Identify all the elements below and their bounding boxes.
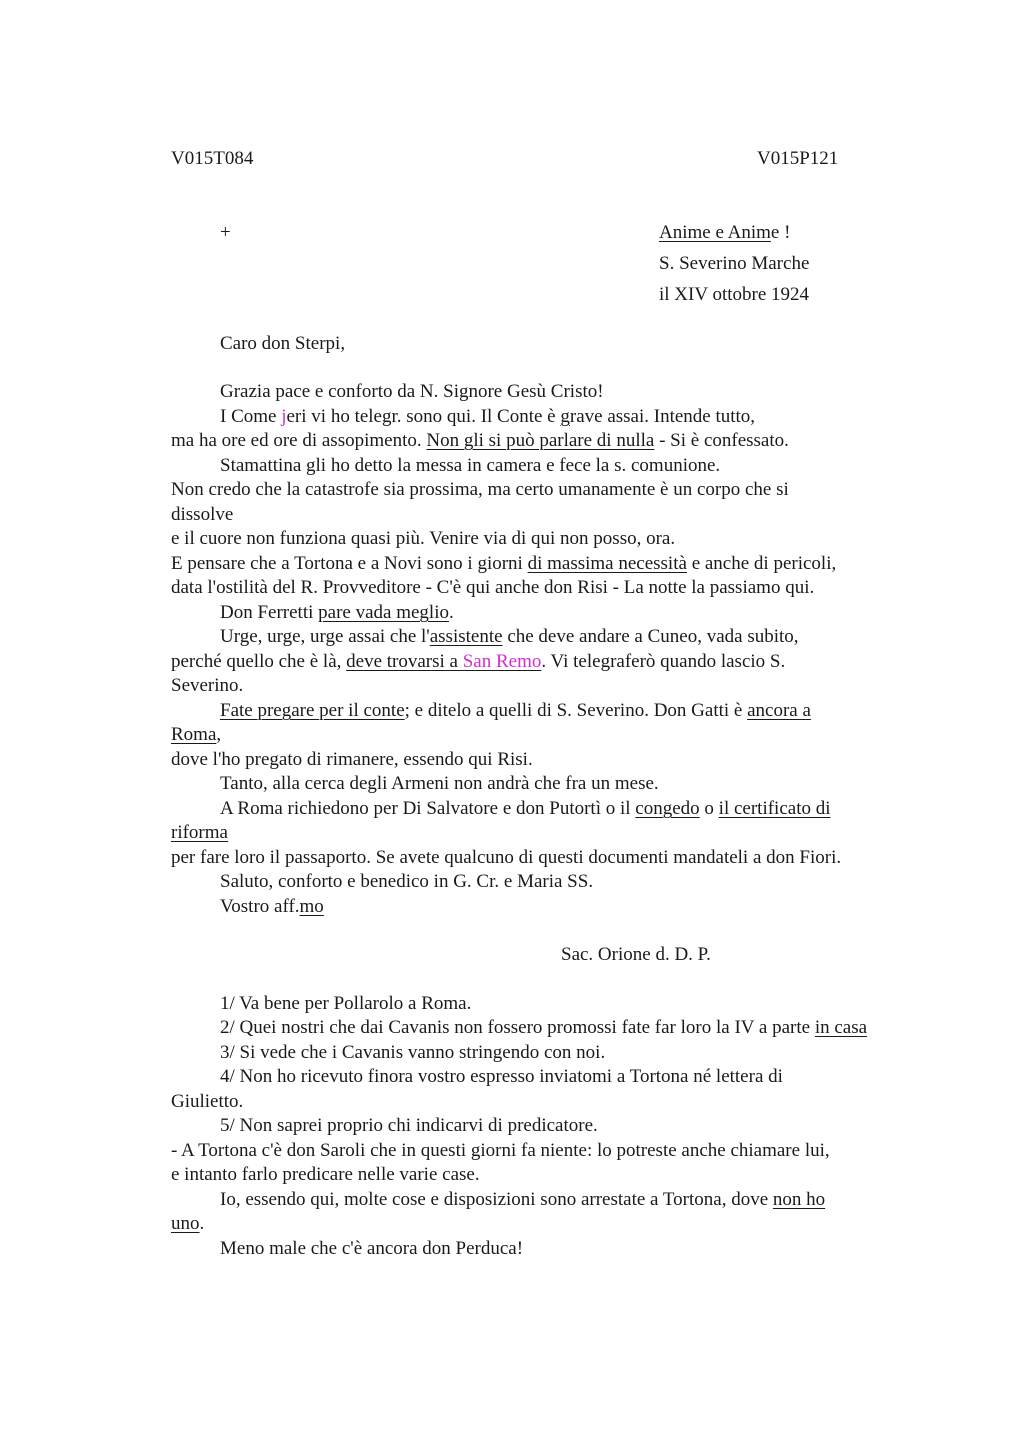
body-line: A Roma richiedono per Di Salvatore e don Putortì o il congedo o il certificato di	[220, 798, 831, 819]
postscript-line: Io, essendo qui, molte cose e disposizioni sono arrestate a Tortona, dove non ho	[220, 1189, 826, 1210]
body-line: Severino.	[171, 675, 244, 696]
motto-underlined: Anime e Anim	[659, 222, 771, 243]
body-line: ma ha ore ed ore di assopimento. Non gli si può parlare di nulla - Si è confessato.	[171, 430, 789, 451]
postscript-item: 1/ Va bene per Pollarolo a Roma.	[220, 993, 472, 1014]
body-line: Tanto, alla cerca degli Armeni non andrà che fra un mese.	[220, 773, 659, 794]
date-line: il XIV ottobre 1924	[659, 284, 810, 305]
underlined-phrase: non ho	[772, 1189, 826, 1210]
postscript-line: uno.	[171, 1213, 205, 1234]
postscript-line: Meno male che c'è ancora don Perduca!	[220, 1238, 524, 1259]
body-line: I Come jeri vi ho telegr. sono qui. Il Conte è grave assai. Intende tutto,	[220, 406, 756, 427]
body-line: e il cuore non funziona quasi più. Venire via di qui non posso, ora.	[171, 528, 676, 549]
cross-symbol: +	[220, 222, 231, 243]
postscript-line: Giulietto.	[171, 1091, 244, 1112]
postscript-line: - A Tortona c'è don Saroli che in questi giorni fa niente: lo potreste anche chiamare lui,	[171, 1140, 830, 1161]
underlined-phrase: di massima necessità	[527, 553, 687, 574]
document-code-left: V015T084	[171, 148, 254, 169]
document-code-right: V015P121	[757, 148, 839, 169]
underlined-phrase: pare vada meglio	[318, 602, 449, 623]
place-line: S. Severino Marche	[659, 253, 810, 274]
highlighted-place-name: San Remo	[462, 651, 542, 672]
postscript-item: 5/ Non saprei proprio chi indicarvi di predicatore.	[220, 1115, 598, 1136]
body-line: data l'ostilità del R. Provveditore - C'è qui anche don Risi - La notte la passiamo qui.	[171, 577, 815, 598]
underlined-phrase: congedo	[635, 798, 700, 819]
underlined-phrase: Non gli si può parlare di nulla	[426, 430, 655, 451]
body-line: Non credo che la catastrofe sia prossima, ma certo umanamente è un corpo che si	[171, 479, 789, 500]
underlined-phrase: Fate pregare per il conte	[220, 700, 405, 721]
body-line: per fare loro il passaporto. Se avete qualcuno di questi documenti mandateli a don Fiori.	[171, 847, 842, 868]
underlined-phrase: deve trovarsi a San Remo	[346, 651, 542, 672]
body-line: Fate pregare per il conte; e ditelo a quelli di S. Severino. Don Gatti è ancora a	[220, 700, 811, 721]
salutation: Caro don Sterpi,	[220, 333, 346, 354]
closing-line: Vostro aff.mo	[220, 896, 324, 917]
body-line: riforma	[171, 822, 228, 843]
underlined-phrase: il certificato di	[718, 798, 831, 819]
postscript-item: 3/ Si vede che i Cavanis vanno stringendo con noi.	[220, 1042, 606, 1063]
body-line: Grazia pace e conforto da N. Signore Gesù Cristo!	[220, 381, 604, 402]
body-line: dissolve	[171, 504, 234, 525]
underlined-phrase: Roma	[171, 724, 217, 745]
body-line: Urge, urge, urge assai che l'assistente che deve andare a Cuneo, vada subito,	[220, 626, 799, 647]
underlined-phrase: in casa	[814, 1017, 868, 1038]
body-line: Saluto, conforto e benedico in G. Cr. e Maria SS.	[220, 871, 594, 892]
motto	[659, 223, 790, 242]
underlined-phrase: ancora a	[747, 700, 811, 721]
body-line: E pensare che a Tortona e a Novi sono i giorni di massima necessità e anche di pericoli,	[171, 553, 837, 574]
postscript-item: 2/ Quei nostri che dai Cavanis non fossero promossi fate far loro la IV a parte in casa	[220, 1017, 868, 1038]
body-line: perché quello che è là, deve trovarsi a San Remo. Vi telegraferò quando lascio S.	[171, 651, 786, 672]
motto-tail: e !	[770, 222, 791, 243]
underlined-phrase: uno	[171, 1213, 200, 1234]
body-line: Don Ferretti pare vada meglio.	[220, 602, 454, 623]
underlined-letter: g	[560, 406, 570, 427]
body-line: Roma,	[171, 724, 222, 745]
body-line: Stamattina gli ho detto la messa in camera e fece la s. comunione.	[220, 455, 721, 476]
signature: Sac. Orione d. D. P.	[561, 944, 711, 965]
body-line: dove l'ho pregato di rimanere, essendo qui Risi.	[171, 749, 533, 770]
underlined-phrase: assistente	[429, 626, 503, 647]
underlined-abbreviation: mo	[299, 896, 324, 917]
highlighted-letter: j	[281, 406, 287, 427]
postscript-item: 4/ Non ho ricevuto finora vostro espresso inviatomi a Tortona né lettera di	[220, 1066, 783, 1087]
postscript-line: e intanto farlo predicare nelle varie case.	[171, 1164, 480, 1185]
